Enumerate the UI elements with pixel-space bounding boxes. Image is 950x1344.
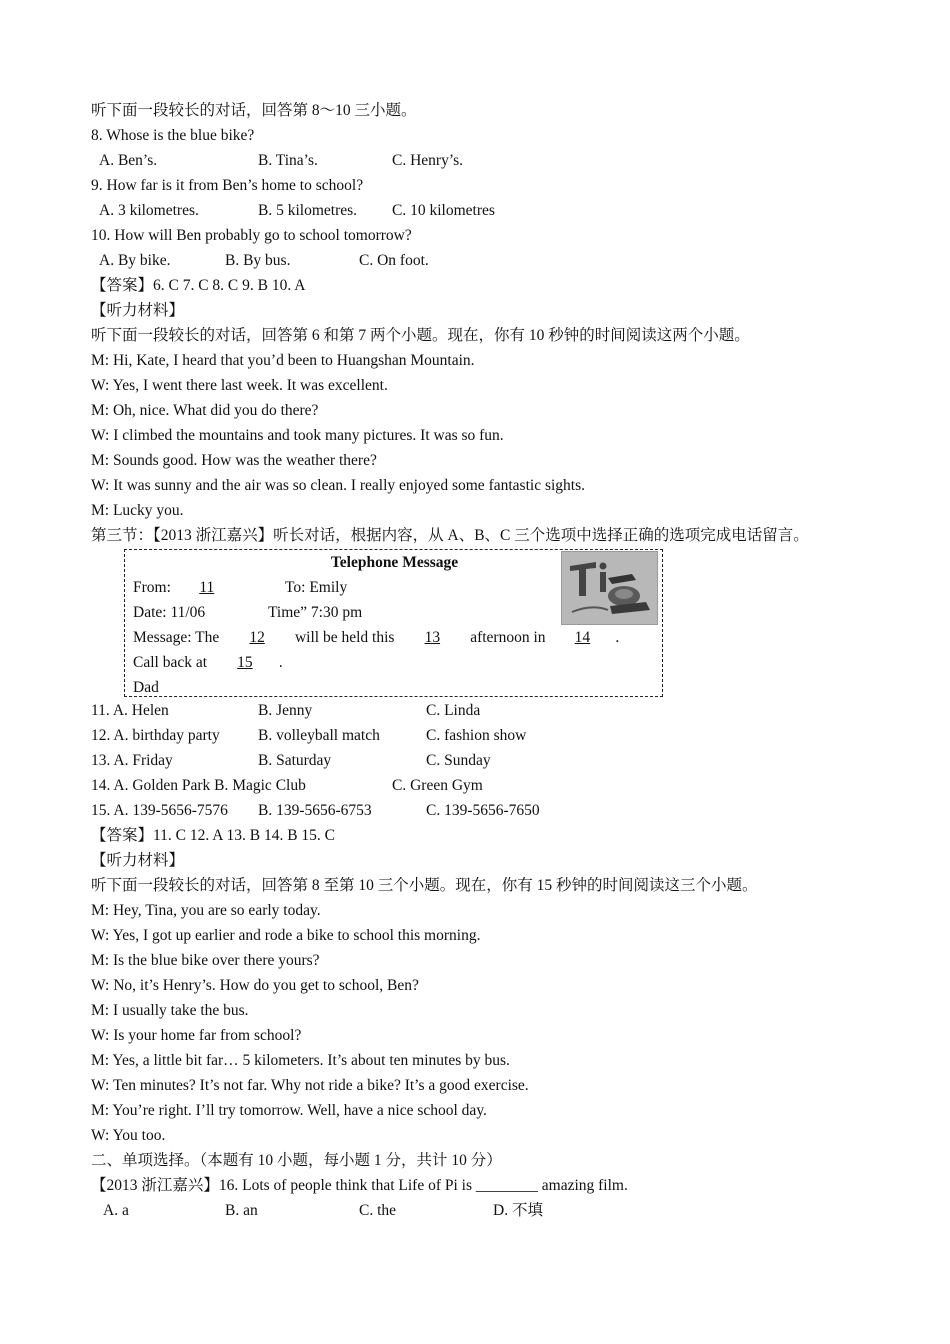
- callback-label: Call back at: [133, 654, 208, 671]
- option-a: 15. A. 139-5656-7576: [91, 802, 228, 819]
- dialogue-line: W: Ten minutes? It’s not far. Why not ride a bike? It’s a good exercise.: [91, 1077, 529, 1094]
- option-c: C. 10 kilometres: [392, 202, 495, 219]
- option-c: C. Linda: [426, 702, 481, 719]
- dialogue-line: M: Hey, Tina, you are so early today.: [91, 902, 321, 919]
- option-c: C. Henry’s.: [392, 152, 464, 169]
- question-16: 【2013 浙江嘉兴】16. Lots of people think that Life of Pi is ________ amazing film.: [91, 1177, 628, 1194]
- option-a: A. Ben’s.: [99, 152, 158, 169]
- message-text: will be held this: [294, 629, 395, 646]
- dialogue-line: W: I climbed the mountains and took many pictures. It was so fun.: [91, 427, 504, 444]
- option-b: B. an: [225, 1202, 258, 1219]
- dialogue-line: M: Lucky you.: [91, 502, 184, 519]
- question-8: 8. Whose is the blue bike?: [91, 127, 255, 144]
- question-10: 10. How will Ben probably go to school tomorrow?: [91, 227, 412, 244]
- question-11-options: [91, 698, 891, 723]
- question-13-options: [91, 748, 891, 773]
- part-2-heading: 二、单项选择。（本题有 10 小题，每小题 1 分，共计 10 分）: [91, 1152, 502, 1169]
- option-b: B. 139-5656-6753: [258, 802, 372, 819]
- dialogue-intro: 听下面一段较长的对话，回答第 6 和第 7 两个小题。现在，你有 10 秒钟的时间阅读这两个小题。: [91, 327, 750, 344]
- section-intro: 听下面一段较长的对话，回答第 8～10 三小题。: [91, 102, 417, 119]
- dialogue-line: W: You too.: [91, 1127, 166, 1144]
- option-d: D. 不填: [493, 1202, 543, 1219]
- message-text: afternoon in: [470, 629, 546, 646]
- option-c: C. Sunday: [426, 752, 491, 769]
- option-c: C. Green Gym: [392, 777, 483, 794]
- date-label: Date: 11/06: [133, 604, 206, 621]
- telephone-message-box: [124, 549, 663, 697]
- dialogue-line: M: Oh, nice. What did you do there?: [91, 402, 319, 419]
- date-line: [133, 600, 363, 625]
- listening-material-label: 【听力材料】: [91, 302, 185, 319]
- option-b: B. Jenny: [258, 702, 313, 719]
- question-9: 9. How far is it from Ben’s home to school?: [91, 177, 364, 194]
- dialogue-line: M: Hi, Kate, I heard that you’d been to Huangshan Mountain.: [91, 352, 475, 369]
- option-a: A. By bike.: [99, 252, 171, 269]
- message-title: Telephone Message: [330, 554, 459, 571]
- dialogue-line: M: Is the blue bike over there yours?: [91, 952, 320, 969]
- option-b: B. 5 kilometres.: [258, 202, 358, 219]
- from-line: [133, 575, 348, 600]
- dialogue-line: M: You’re right. I’ll try tomorrow. Well, have a nice school day.: [91, 1102, 487, 1119]
- option-a: 13. A. Friday: [91, 752, 173, 769]
- to-label: To: Emily: [285, 579, 348, 596]
- option-c: C. 139-5656-7650: [426, 802, 540, 819]
- question-15-options: [91, 798, 891, 823]
- question-16-options: [91, 1198, 891, 1223]
- question-8-options: [91, 148, 891, 173]
- signature: Dad: [133, 679, 159, 696]
- option-b: B. volleyball match: [258, 727, 380, 744]
- question-14-options: [91, 773, 891, 798]
- blank-11: 11: [199, 579, 215, 596]
- document-page: [91, 98, 891, 1223]
- blank-13: 13: [424, 629, 441, 646]
- option-b: B. Saturday: [258, 752, 332, 769]
- listening-material-label: 【听力材料】: [91, 852, 185, 869]
- option-c: C. On foot.: [359, 252, 429, 269]
- option-b: B. Tina’s.: [258, 152, 318, 169]
- dialogue-line: M: Yes, a little bit far… 5 kilometers. It’s about ten minutes by bus.: [91, 1052, 510, 1069]
- question-9-options: [91, 198, 891, 223]
- callback-line: Call back at 15 .: [133, 650, 283, 675]
- telephone-image: [561, 551, 658, 625]
- dialogue-line: M: Sounds good. How was the weather there?: [91, 452, 377, 469]
- dialogue-line: W: Is your home far from school?: [91, 1027, 302, 1044]
- message-line: Message: The 12 will be held this 13 afternoon in 14 .: [133, 625, 619, 650]
- blank-15: 15: [237, 654, 253, 671]
- answer-key: 【答案】6. C 7. C 8. C 9. B 10. A: [91, 277, 306, 294]
- message-text: Message: The: [133, 629, 220, 646]
- option-c: C. fashion show: [426, 727, 527, 744]
- option-a: A. 3 kilometres.: [99, 202, 199, 219]
- dialogue-line: M: I usually take the bus.: [91, 1002, 249, 1019]
- option-a: 11. A. Helen: [91, 702, 169, 719]
- option-a: 12. A. birthday party: [91, 727, 220, 744]
- option-b: B. By bus.: [225, 252, 291, 269]
- from-label: From:: [133, 579, 171, 596]
- dialogue-line: W: Yes, I got up earlier and rode a bike to school this morning.: [91, 927, 481, 944]
- telephone-icon: [562, 552, 657, 624]
- dialogue-line: W: No, it’s Henry’s. How do you get to school, Ben?: [91, 977, 419, 994]
- dialogue-line: W: Yes, I went there last week. It was excellent.: [91, 377, 388, 394]
- blank-14: 14: [574, 629, 591, 646]
- question-12-options: [91, 723, 891, 748]
- section-3-intro: 第三节：【2013 浙江嘉兴】听长对话，根据内容，从 A、B、C 三个选项中选择正确的选项完成电话留言。: [91, 527, 809, 544]
- option-a-b: 14. A. Golden Park B. Magic Club: [91, 777, 306, 794]
- option-a: A. a: [103, 1202, 129, 1219]
- dialogue-line: W: It was sunny and the air was so clean. I really enjoyed some fantastic sights.: [91, 477, 585, 494]
- dialogue-intro: 听下面一段较长的对话，回答第 8 至第 10 三个小题。现在，你有 15 秒钟的时间阅读这三个小题。: [91, 877, 758, 894]
- time-label: Time” 7:30 pm: [268, 604, 363, 621]
- question-10-options: [91, 248, 891, 273]
- option-c: C. the: [359, 1202, 397, 1219]
- blank-12: 12: [249, 629, 265, 646]
- answer-key: 【答案】11. C 12. A 13. B 14. B 15. C: [91, 827, 336, 844]
